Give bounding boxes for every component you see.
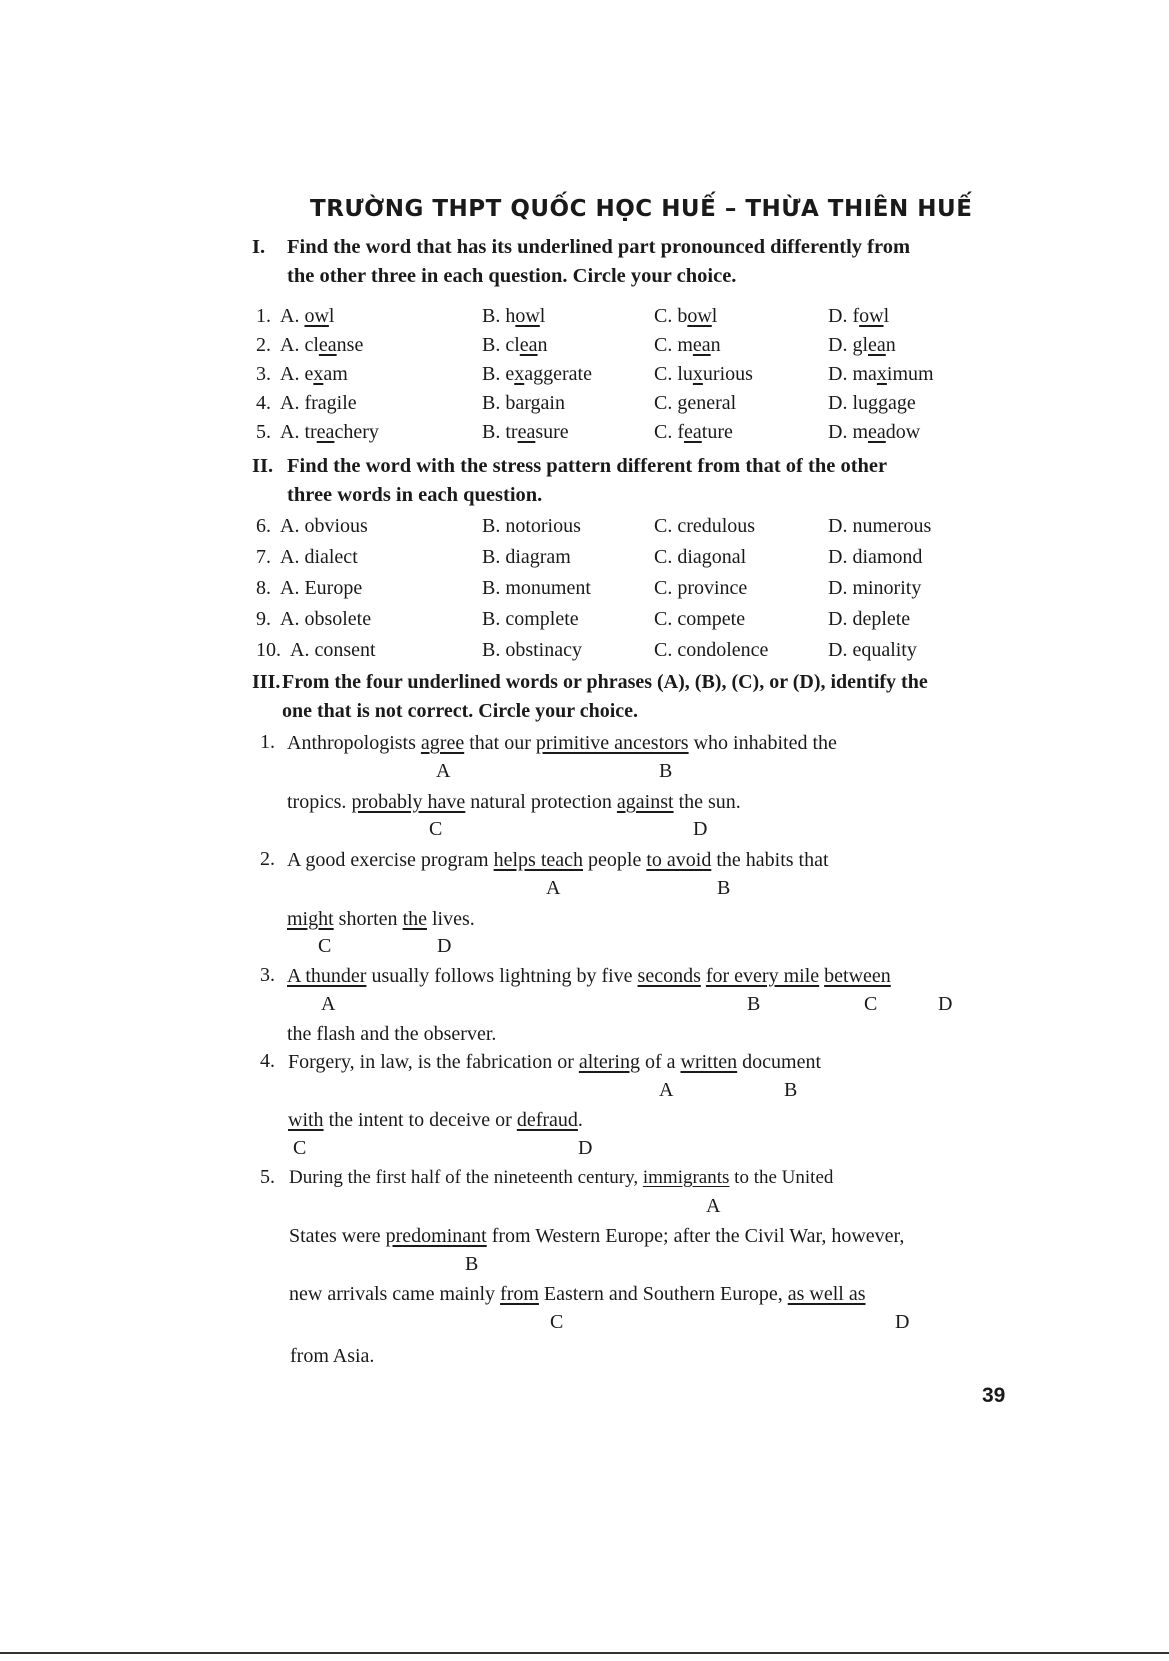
option-d[interactable]: D. luggage (828, 392, 916, 414)
option-c[interactable]: C. credulous (654, 515, 756, 537)
option-c[interactable]: C. mean (654, 334, 721, 356)
question-number: 4. (260, 1050, 275, 1072)
letter-a: A (321, 993, 336, 1015)
option-d[interactable]: D. fowl (828, 305, 890, 327)
option-d[interactable]: D. deplete (828, 608, 911, 630)
option-a[interactable]: A. obvious (280, 515, 368, 537)
section-2-line-2: three words in each question. (287, 484, 543, 506)
question-number: 4. (256, 392, 271, 414)
question-3-line-2: the flash and the observer. (287, 1023, 497, 1045)
question-2-line-1: A good exercise program helps teach people to avoid the habits that (287, 849, 829, 871)
option-d[interactable]: D. numerous (828, 515, 932, 537)
option-c[interactable]: C. compete (654, 608, 746, 630)
bottom-border (0, 1652, 1169, 1654)
option-b[interactable]: B. bargain (482, 392, 565, 414)
option-d-text: against (616, 791, 674, 813)
option-d[interactable]: D. maximum (828, 363, 934, 385)
question-number: 1. (256, 305, 271, 327)
letter-c: C (429, 818, 443, 840)
option-c[interactable]: C. general (654, 392, 737, 414)
option-b-text: seconds (637, 965, 701, 987)
option-a-text: altering (578, 1051, 640, 1073)
option-b-text: written (680, 1051, 738, 1073)
question-number: 1. (260, 731, 275, 753)
letter-a: A (706, 1195, 721, 1217)
question-5-line-2: States were predominant from Western Europe; after the Civil War, however, (289, 1225, 905, 1247)
question-3-line-1: A thunder usually follows lightning by five seconds for every mile between (287, 965, 891, 987)
option-b[interactable]: B. howl (482, 305, 546, 327)
section-3-line-1: From the four underlined words or phrases (A), (B), (C), or (D), identify the (282, 671, 928, 693)
option-b[interactable]: B. notorious (482, 515, 581, 537)
option-a-text: A thunder (287, 965, 367, 987)
option-d-text: the (402, 908, 427, 930)
option-c[interactable]: C. bowl (654, 305, 718, 327)
letter-b: B (747, 993, 761, 1015)
option-a[interactable]: A. exam (280, 363, 348, 385)
letter-d: D (938, 993, 953, 1015)
option-a[interactable]: A. consent (290, 639, 376, 661)
page-number: 39 (982, 1384, 1006, 1407)
option-a-text: agree (420, 732, 465, 754)
option-c[interactable]: C. diagonal (654, 546, 747, 568)
section-1-heading (252, 233, 910, 291)
section-2-line-1: Find the word with the stress pattern different from that of the other (287, 455, 888, 477)
question-row (256, 392, 1056, 421)
question-row (256, 639, 1056, 668)
section-3-number: III. (252, 671, 281, 693)
question-number: 2. (260, 848, 275, 870)
question-number: 2. (256, 334, 271, 356)
option-d-text: as well as (787, 1283, 866, 1305)
option-c[interactable]: C. feature (654, 421, 733, 443)
option-c[interactable]: C. condolence (654, 639, 769, 661)
question-row (256, 546, 1056, 575)
option-c-text: might (287, 908, 334, 930)
option-d[interactable]: D. equality (828, 639, 917, 661)
question-4-line-1: Forgery, in law, is the fabrication or altering of a written document (288, 1051, 822, 1073)
option-b-text: primitive ancestors (535, 732, 689, 754)
question-row (256, 421, 1056, 450)
option-d-text: between (824, 965, 891, 987)
option-a[interactable]: A. treachery (280, 421, 379, 443)
question-row (256, 515, 1056, 544)
letter-d: D (437, 935, 452, 957)
question-number: 5. (256, 421, 271, 443)
question-4-line-2: with the intent to deceive or defraud. (288, 1109, 583, 1131)
letter-c: C (293, 1137, 307, 1159)
letter-a: A (436, 760, 451, 782)
option-b-text: to avoid (646, 849, 712, 871)
option-a[interactable]: A. owl (280, 305, 335, 327)
letter-d: D (578, 1137, 593, 1159)
option-a[interactable]: A. obsolete (280, 608, 372, 630)
option-a[interactable]: A. cleanse (280, 334, 364, 356)
option-d[interactable]: D. minority (828, 577, 922, 599)
option-b-text: predominant (385, 1225, 487, 1247)
letter-a: A (659, 1079, 674, 1101)
letter-c: C (550, 1311, 564, 1333)
question-5-line-3: new arrivals came mainly from Eastern and Southern Europe, as well as (289, 1283, 866, 1305)
option-b[interactable]: B. exaggerate (482, 363, 592, 385)
question-number: 8. (256, 577, 271, 599)
question-number: 3. (256, 363, 271, 385)
option-d-text: defraud (516, 1109, 578, 1131)
question-2-line-2: might shorten the lives. (287, 908, 475, 930)
section-1-number: I. (252, 236, 266, 258)
option-a[interactable]: A. dialect (280, 546, 358, 568)
question-number: 6. (256, 515, 271, 537)
question-5-line-4: from Asia. (290, 1345, 375, 1367)
option-b[interactable]: B. diagram (482, 546, 571, 568)
section-3-line-2: one that is not correct. Circle your choice. (282, 700, 639, 722)
option-a[interactable]: A. Europe (280, 577, 363, 599)
letter-b: B (717, 877, 731, 899)
question-row (256, 305, 1056, 334)
option-d[interactable]: D. meadow (828, 421, 921, 443)
letter-c: C (318, 935, 332, 957)
question-row (256, 577, 1056, 606)
option-c[interactable]: C. luxurious (654, 363, 753, 385)
question-row (256, 608, 1056, 637)
letter-b: B (465, 1253, 479, 1275)
section-2-heading (252, 452, 887, 510)
option-b[interactable]: B. complete (482, 608, 579, 630)
question-1-line-1: Anthropologists agree that our primitive ancestors who inhabited the (287, 732, 837, 754)
option-b[interactable]: B. clean (482, 334, 548, 356)
question-number: 10. (256, 639, 281, 661)
letter-d: D (693, 818, 708, 840)
section-2-number: II. (252, 455, 274, 477)
letter-b: B (784, 1079, 798, 1101)
question-row (256, 363, 1056, 392)
section-1-line-1: Find the word that has its underlined part pronounced differently from (287, 236, 911, 258)
option-b[interactable]: B. obstinacy (482, 639, 582, 661)
option-a-text: immigrants (642, 1167, 730, 1188)
option-c-text: with (288, 1109, 324, 1131)
question-5-line-1: During the first half of the nineteenth century, immigrants to the United (289, 1167, 834, 1188)
letter-c: C (864, 993, 878, 1015)
letter-b: B (659, 760, 673, 782)
question-1-line-2: tropics. probably have natural protection against the sun. (287, 791, 741, 813)
letter-a: A (546, 877, 561, 899)
question-number: 9. (256, 608, 271, 630)
question-number: 7. (256, 546, 271, 568)
section-3-heading (252, 668, 928, 726)
question-number: 5. (260, 1166, 275, 1188)
option-b[interactable]: B. treasure (482, 421, 569, 443)
option-d[interactable]: D. diamond (828, 546, 923, 568)
option-c-text: from (500, 1283, 539, 1305)
option-a-text: helps teach (493, 849, 584, 871)
section-1-line-2: the other three in each question. Circle your choice. (287, 265, 737, 287)
option-c[interactable]: C. province (654, 577, 748, 599)
option-c-text: for every mile (705, 965, 820, 987)
letter-d: D (895, 1311, 910, 1333)
question-row (256, 334, 1056, 363)
question-number: 3. (260, 964, 275, 986)
page-title: TRƯỜNG THPT QUỐC HỌC HUẾ – THỪA THIÊN HUẾ (310, 196, 973, 222)
option-b[interactable]: B. monument (482, 577, 591, 599)
option-c-text: probably have (351, 791, 466, 813)
option-d[interactable]: D. glean (828, 334, 896, 356)
option-a[interactable]: A. fragile (280, 392, 357, 414)
